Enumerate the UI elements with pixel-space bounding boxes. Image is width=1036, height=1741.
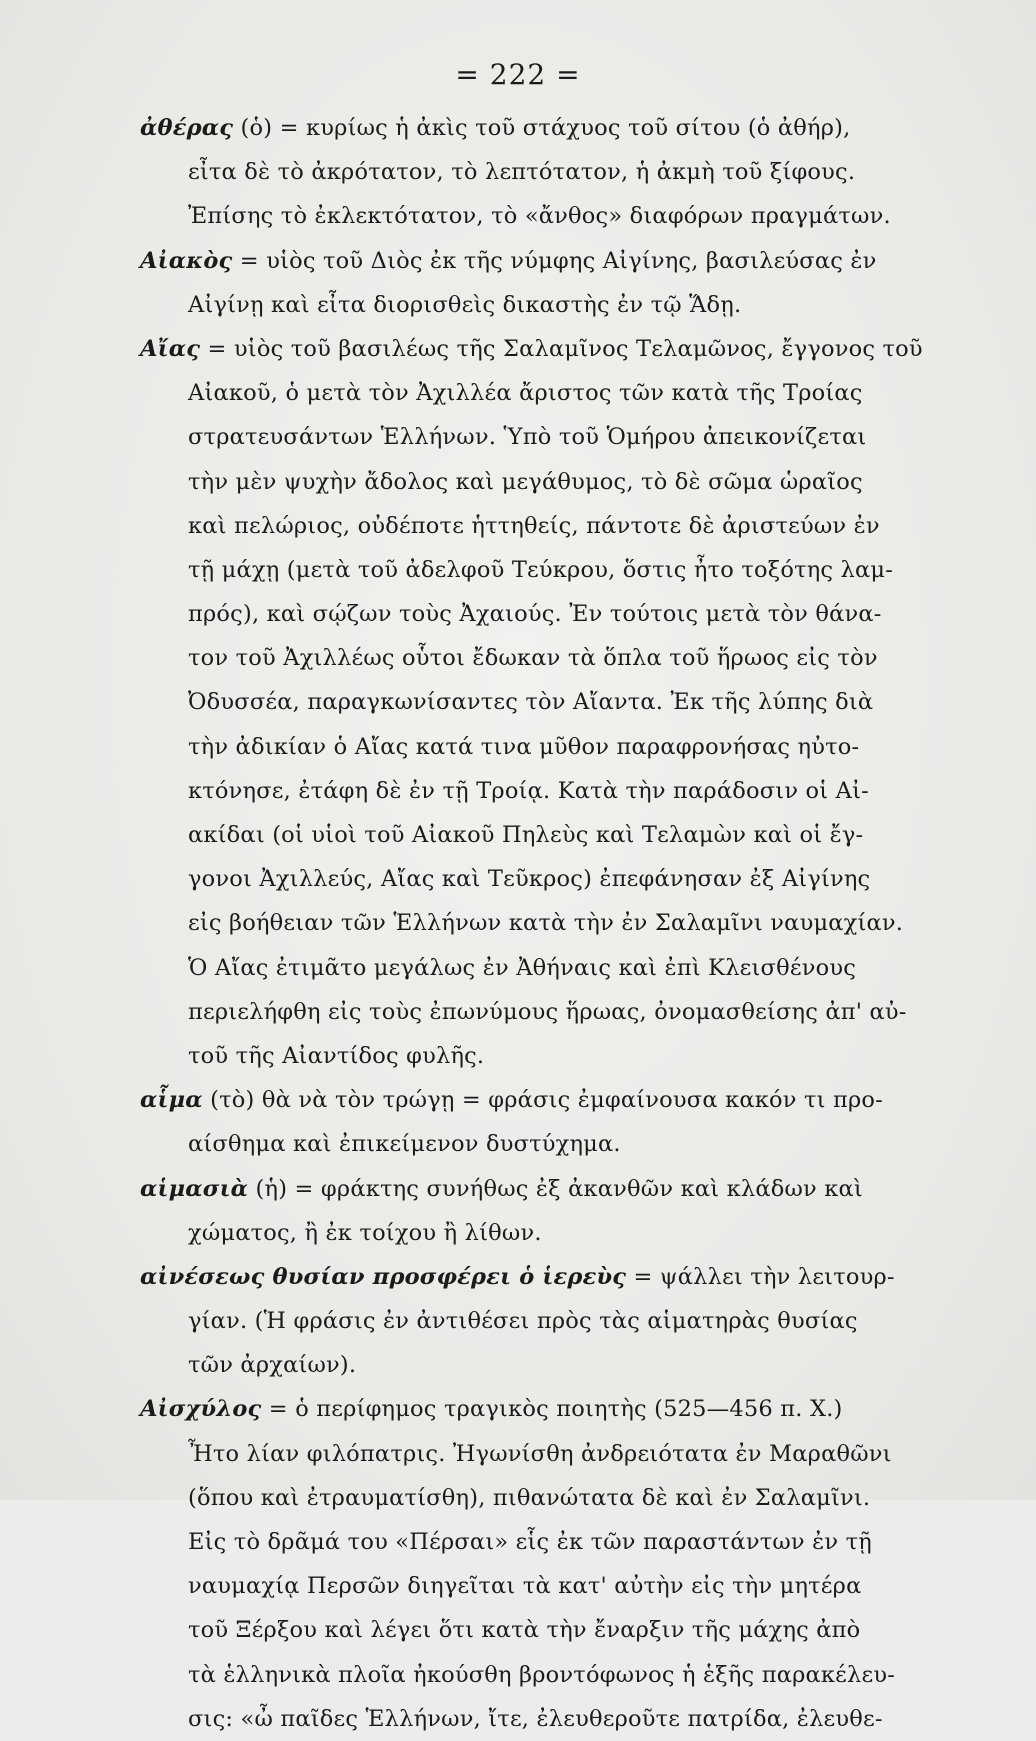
entry-text: = ψάλλει τὴν λειτουρ- [626,1263,895,1290]
entry-text: τὴν ἀδικίαν ὁ Αἴας κατά τινα μῦθον παραφρονήσας ηὐτο- [188,733,860,760]
entry-continuation-line [140,1520,1020,1564]
entry-continuation-line [140,1299,1020,1343]
entry-continuation-line [140,901,1020,945]
entry-continuation-line [140,150,1020,194]
entry-text: = υἱὸς τοῦ βασιλέως τῆς Σαλαμῖνος Τελαμῶνος, ἔγγονος τοῦ [200,335,923,362]
page-number-header: = 222 = [455,58,581,91]
headword: Αἰσχύλος [140,1396,262,1423]
entry-continuation-line [140,1564,1020,1608]
entry-text: ναυμαχίᾳ Περσῶν διηγεῖται τὰ κατ' αὐτὴν εἰς τὴν μητέρα [188,1573,862,1600]
entry-continuation-line [140,857,1020,901]
entry-text: = υἱὸς τοῦ Διὸς ἐκ τῆς νύμφης Αἰγίνης, βασιλεύσας ἐν [232,247,877,274]
entry-continuation-line [140,725,1020,769]
entry-first-line [140,239,1020,283]
entry-continuation-line [140,636,1020,680]
entry-continuation-line [140,283,1020,327]
entry-continuation-line [140,1122,1020,1166]
headword: αἱμασιὰ [140,1175,249,1202]
entry-first-line [140,1255,1020,1299]
entry-text: (ὅπου καὶ ἐτραυματίσθη), πιθανώτατα δὲ καὶ ἐν Σαλαμῖνι. [188,1484,871,1511]
entry-continuation-line [140,1653,1020,1697]
entry-text: εἰς βοήθειαν τῶν Ἑλλήνων κατὰ τὴν ἐν Σαλαμῖνι ναυμαχίαν. [188,910,904,937]
entry-text: Ἐπίσης τὸ ἐκλεκτότατον, τὸ «ἄνθος» διαφόρων πραγμάτων. [188,203,891,230]
entry-text: Αἰακοῦ, ὁ μετὰ τὸν Ἀχιλλέα ἄριστος τῶν κατὰ τῆς Τροίας [188,380,863,407]
entry-text: κτόνησε, ἐτάφη δὲ ἐν τῇ Τροίᾳ. Κατὰ τὴν παράδοσιν οἱ Αἰ- [188,777,869,804]
headword: αἰνέσεως θυσίαν προσφέρει ὁ ἱερεὺς [140,1263,627,1290]
entry-text: Ἦτο λίαν φιλόπατρις. Ἠγωνίσθη ἀνδρειότατα ἐν Μαραθῶνι [188,1440,892,1467]
entry-continuation-line [140,548,1020,592]
entry-text: τῇ μάχῃ (μετὰ τοῦ ἀδελφοῦ Τεύκρου, ὅστις ἦτο τοξότης λαμ- [188,556,894,583]
entry-first-line [140,1387,1020,1431]
entry-first-line [140,1078,1020,1122]
headword: Αἰακὸς [140,247,233,274]
entry-text: αίσθημα καὶ ἐπικείμενον δυστύχημα. [188,1131,621,1158]
entry-text: (ἡ) = φράκτης συνήθως ἐξ ἀκανθῶν καὶ κλάδων καὶ [248,1175,863,1202]
entry-continuation-line [140,1608,1020,1652]
entry-text: = ὁ περίφημος τραγικὸς ποιητὴς (525—456 π. Χ.) [261,1396,843,1423]
entry-text: τὴν μὲν ψυχὴν ἄδολος καὶ μεγάθυμος, τὸ δὲ σῶμα ὡραῖος [188,468,863,495]
entry-continuation-line [140,1034,1020,1078]
entry-text: (ὁ) = κυρίως ἡ ἀκὶς τοῦ στάχυος τοῦ σίτου (ὁ ἀθήρ), [233,115,851,141]
entry-text: Αἰγίνῃ καὶ εἶτα διορισθεὶς δικαστὴς ἐν τῷ Ἅδῃ. [188,291,742,318]
entry-text: τον τοῦ Ἀχιλλέως οὗτοι ἔδωκαν τὰ ὅπλα τοῦ ἥρωος εἰς τὸν [188,645,878,672]
entry-continuation-line [140,592,1020,636]
entry-continuation-line [140,946,1020,990]
entry-text: Ὀδυσσέα, παραγκωνίσαντες τὸν Αἴαντα. Ἐκ τῆς λύπης διὰ [188,689,874,716]
entry-continuation-line [140,460,1020,504]
entry-text: πρός), καὶ σῴζων τοὺς Ἀχαιούς. Ἐν τούτοις μετὰ τὸν θάνα- [188,601,882,628]
entry-text: τοῦ Ξέρξου καὶ λέγει ὅτι κατὰ τὴν ἔναρξιν τῆς μάχης ἀπὸ [188,1617,861,1644]
entry-text: εἶτα δὲ τὸ ἀκρότατον, τὸ λεπτότατον, ἡ ἀκμὴ τοῦ ξίφους. [188,159,856,186]
entry-text: τοῦ τῆς Αἰαντίδος φυλῆς. [188,1042,485,1069]
entry-continuation-line [140,680,1020,724]
dictionary-text-block [140,106,1020,1741]
entry-continuation-line [140,1476,1020,1520]
entry-continuation-line [140,1432,1020,1476]
entry-text: τῶν ἀρχαίων). [188,1352,357,1379]
entry-first-line [140,1167,1020,1211]
entry-continuation-line [140,769,1020,813]
entry-first-line [140,327,1020,371]
entry-text: (τὸ) θὰ νὰ τὸν τρώγῃ = φράσις ἐμφαίνουσα κακόν τι προ- [202,1087,883,1114]
entry-text: γονοι Ἀχιλλεύς, Αἴας καὶ Τεῦκρος) ἐπεφάνησαν ἐξ Αἰγίνης [188,866,871,893]
entry-text: σις: «ὦ παῖδες Ἑλλήνων, ἴτε, ἐλευθεροῦτε πατρίδα, ἐλευθε- [188,1705,883,1732]
entry-continuation-line [140,1211,1020,1255]
entry-continuation-line [140,415,1020,459]
entry-continuation-line [140,990,1020,1034]
headword: ἀθέρας [140,115,234,141]
entry-text: περιελήφθη εἰς τοὺς ἐπωνύμους ἥρωας, ὀνομασθείσης ἀπ' αὐ- [188,998,907,1025]
entry-text: γίαν. (Ἡ φράσις ἐν ἀντιθέσει πρὸς τὰς αἱματηρὰς θυσίας [188,1308,858,1335]
entry-text: στρατευσάντων Ἑλλήνων. Ὑπὸ τοῦ Ὁμήρου ἀπεικονίζεται [188,424,867,451]
entry-continuation-line [140,371,1020,415]
entry-continuation-line [140,1343,1020,1387]
headword: αἷμα [140,1087,203,1114]
entry-text: χώματος, ἢ ἐκ τοίχου ἢ λίθων. [188,1219,542,1246]
entry-text: ακίδαι (οἱ υἱοὶ τοῦ Αἰακοῦ Πηλεὺς καὶ Τελαμὼν καὶ οἱ ἔγ- [188,822,864,848]
entry-text: Ὁ Αἴας ἐτιμᾶτο μεγάλως ἐν Ἀθήναις καὶ ἐπὶ Κλεισθένους [188,954,856,981]
entry-continuation-line [140,813,1020,857]
entry-first-line [140,106,1020,150]
entry-text: Εἰς τὸ δρᾶμά του «Πέρσαι» εἷς ἐκ τῶν παραστάντων ἐν τῇ [188,1529,872,1555]
entry-text: τὰ ἑλληνικὰ πλοῖα ἠκούσθη βροντόφωνος ἡ ἑξῆς παρακέλευ- [188,1661,896,1688]
entry-continuation-line [140,194,1020,238]
headword: Αἴας [140,335,201,362]
entry-text: καὶ πελώριος, οὐδέποτε ἡττηθείς, πάντοτε δὲ ἀριστεύων ἐν [188,512,880,539]
entry-continuation-line [140,504,1020,548]
entry-continuation-line [140,1697,1020,1741]
